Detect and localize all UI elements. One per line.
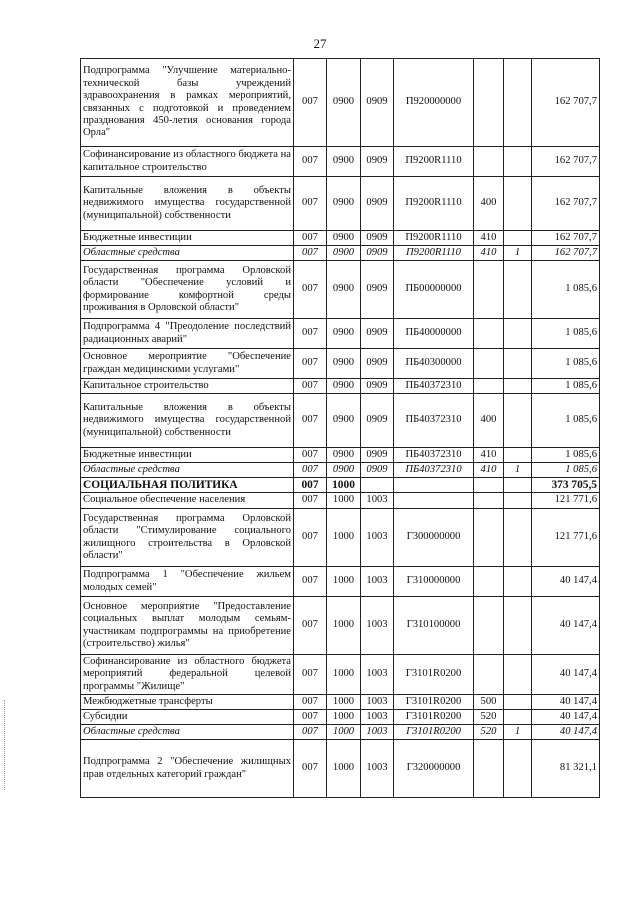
row-subsection-code: 1003 bbox=[361, 493, 394, 509]
row-target-article: Г3101R0200 bbox=[394, 655, 474, 695]
row-expense-type bbox=[474, 509, 504, 567]
row-section-code: 1000 bbox=[327, 509, 361, 567]
row-ministry-code: 007 bbox=[294, 509, 327, 567]
row-name: Капитальные вложения в объекты недвижимого имущества государственной (муниципальной) собственности bbox=[81, 177, 294, 231]
row-subsection-code: 0909 bbox=[361, 246, 394, 261]
row-ministry-code: 007 bbox=[294, 177, 327, 231]
row-expense-type bbox=[474, 261, 504, 319]
row-ministry-code: 007 bbox=[294, 463, 327, 478]
row-amount: 162 707,7 bbox=[532, 177, 600, 231]
row-section-code: 1000 bbox=[327, 567, 361, 597]
table-row bbox=[81, 695, 600, 710]
row-target-article: ПБ40372310 bbox=[394, 394, 474, 448]
row-expense-type: 500 bbox=[474, 695, 504, 710]
row-funding-source bbox=[504, 379, 532, 394]
row-section-code: 0900 bbox=[327, 394, 361, 448]
scan-edge-mark bbox=[4, 700, 7, 790]
row-ministry-code: 007 bbox=[294, 597, 327, 655]
row-name: Государственная программа Орловской области "Обеспечение условий и формирование комфортной среды проживания в Орловской области" bbox=[81, 261, 294, 319]
row-subsection-code: 0909 bbox=[361, 147, 394, 177]
row-name: Субсидии bbox=[81, 710, 294, 725]
row-section-code: 1000 bbox=[327, 725, 361, 740]
table-row bbox=[81, 261, 600, 319]
row-name: Софинансирование из областного бюджета мероприятий федеральной целевой программы "Жилище" bbox=[81, 655, 294, 695]
row-subsection-code: 0909 bbox=[361, 177, 394, 231]
row-target-article bbox=[394, 478, 474, 493]
row-subsection-code: 1003 bbox=[361, 567, 394, 597]
row-amount: 162 707,7 bbox=[532, 231, 600, 246]
row-section-code: 0900 bbox=[327, 319, 361, 349]
row-section-code: 1000 bbox=[327, 655, 361, 695]
row-ministry-code: 007 bbox=[294, 379, 327, 394]
table-row bbox=[81, 493, 600, 509]
row-amount: 1 085,6 bbox=[532, 261, 600, 319]
row-subsection-code: 0909 bbox=[361, 59, 394, 147]
row-subsection-code: 0909 bbox=[361, 261, 394, 319]
row-expense-type bbox=[474, 655, 504, 695]
row-target-article: П9200R1110 bbox=[394, 246, 474, 261]
table-row bbox=[81, 463, 600, 478]
row-section-code: 0900 bbox=[327, 231, 361, 246]
row-name: Областные средства bbox=[81, 246, 294, 261]
row-funding-source bbox=[504, 493, 532, 509]
table-row bbox=[81, 725, 600, 740]
row-subsection-code: 0909 bbox=[361, 379, 394, 394]
row-subsection-code: 0909 bbox=[361, 349, 394, 379]
row-funding-source bbox=[504, 261, 532, 319]
row-section-code: 0900 bbox=[327, 147, 361, 177]
row-section-code: 1000 bbox=[327, 478, 361, 493]
row-target-article: Г320000000 bbox=[394, 740, 474, 798]
table-row bbox=[81, 710, 600, 725]
row-ministry-code: 007 bbox=[294, 725, 327, 740]
row-ministry-code: 007 bbox=[294, 246, 327, 261]
row-name: Подпрограмма 1 "Обеспечение жильем молодых семей" bbox=[81, 567, 294, 597]
row-name: Государственная программа Орловской области "Стимулирование социального жилищного строительства в Орловской области" bbox=[81, 509, 294, 567]
row-target-article: ПБ00000000 bbox=[394, 261, 474, 319]
row-expense-type bbox=[474, 349, 504, 379]
row-target-article: Г3101R0200 bbox=[394, 695, 474, 710]
table-row bbox=[81, 597, 600, 655]
row-target-article: ПБ40372310 bbox=[394, 379, 474, 394]
row-funding-source bbox=[504, 695, 532, 710]
row-target-article: Г310100000 bbox=[394, 597, 474, 655]
row-expense-type bbox=[474, 59, 504, 147]
row-target-article: Г300000000 bbox=[394, 509, 474, 567]
table-row bbox=[81, 655, 600, 695]
row-target-article: Г310000000 bbox=[394, 567, 474, 597]
row-funding-source bbox=[504, 509, 532, 567]
row-target-article: Г3101R0200 bbox=[394, 710, 474, 725]
row-amount: 121 771,6 bbox=[532, 509, 600, 567]
row-name: Межбюджетные трансферты bbox=[81, 695, 294, 710]
row-target-article: П920000000 bbox=[394, 59, 474, 147]
row-funding-source bbox=[504, 655, 532, 695]
row-expense-type bbox=[474, 740, 504, 798]
row-amount: 1 085,6 bbox=[532, 319, 600, 349]
row-section-code: 0900 bbox=[327, 379, 361, 394]
row-ministry-code: 007 bbox=[294, 147, 327, 177]
row-name: Социальное обеспечение населения bbox=[81, 493, 294, 509]
row-ministry-code: 007 bbox=[294, 349, 327, 379]
row-amount: 1 085,6 bbox=[532, 394, 600, 448]
row-subsection-code: 0909 bbox=[361, 448, 394, 463]
row-section-code: 1000 bbox=[327, 493, 361, 509]
row-funding-source bbox=[504, 349, 532, 379]
row-ministry-code: 007 bbox=[294, 319, 327, 349]
row-expense-type: 410 bbox=[474, 246, 504, 261]
row-target-article: ПБ40372310 bbox=[394, 463, 474, 478]
row-ministry-code: 007 bbox=[294, 655, 327, 695]
row-subsection-code: 1003 bbox=[361, 597, 394, 655]
row-expense-type bbox=[474, 319, 504, 349]
table-row bbox=[81, 231, 600, 246]
row-expense-type: 400 bbox=[474, 177, 504, 231]
row-funding-source bbox=[504, 177, 532, 231]
row-target-article bbox=[394, 493, 474, 509]
row-name: Бюджетные инвестиции bbox=[81, 448, 294, 463]
row-expense-type bbox=[474, 597, 504, 655]
row-ministry-code: 007 bbox=[294, 695, 327, 710]
row-amount: 1 085,6 bbox=[532, 349, 600, 379]
table-row bbox=[81, 740, 600, 798]
row-name: Подпрограмма 4 "Преодоление последствий радиационных аварий" bbox=[81, 319, 294, 349]
row-subsection-code: 0909 bbox=[361, 231, 394, 246]
row-funding-source bbox=[504, 597, 532, 655]
row-funding-source bbox=[504, 231, 532, 246]
row-funding-source: 1 bbox=[504, 725, 532, 740]
row-subsection-code: 1003 bbox=[361, 725, 394, 740]
row-name: Областные средства bbox=[81, 725, 294, 740]
row-expense-type bbox=[474, 493, 504, 509]
row-target-article: П9200R1110 bbox=[394, 147, 474, 177]
row-subsection-code bbox=[361, 478, 394, 493]
row-name: Подпрограмма 2 "Обеспечение жилищных прав отдельных категорий граждан" bbox=[81, 740, 294, 798]
row-amount: 40 147,4 bbox=[532, 567, 600, 597]
row-ministry-code: 007 bbox=[294, 231, 327, 246]
row-name: Капитальное строительство bbox=[81, 379, 294, 394]
row-target-article: ПБ40372310 bbox=[394, 448, 474, 463]
row-name: Областные средства bbox=[81, 463, 294, 478]
row-amount: 40 147,4 bbox=[532, 710, 600, 725]
row-amount: 162 707,7 bbox=[532, 147, 600, 177]
row-ministry-code: 007 bbox=[294, 261, 327, 319]
row-ministry-code: 007 bbox=[294, 478, 327, 493]
row-target-article: Г3101R0200 bbox=[394, 725, 474, 740]
row-section-code: 0900 bbox=[327, 349, 361, 379]
row-ministry-code: 007 bbox=[294, 448, 327, 463]
table-row bbox=[81, 319, 600, 349]
row-subsection-code: 0909 bbox=[361, 319, 394, 349]
row-funding-source bbox=[504, 478, 532, 493]
table-row bbox=[81, 478, 600, 493]
row-funding-source bbox=[504, 567, 532, 597]
row-funding-source bbox=[504, 319, 532, 349]
row-target-article: ПБ40000000 bbox=[394, 319, 474, 349]
row-subsection-code: 1003 bbox=[361, 740, 394, 798]
table-row bbox=[81, 59, 600, 147]
table-row bbox=[81, 448, 600, 463]
row-name: Софинансирование из областного бюджета на капитальное строительство bbox=[81, 147, 294, 177]
row-ministry-code: 007 bbox=[294, 59, 327, 147]
row-name: СОЦИАЛЬНАЯ ПОЛИТИКА bbox=[81, 478, 294, 493]
row-amount: 1 085,6 bbox=[532, 463, 600, 478]
row-amount: 40 147,4 bbox=[532, 655, 600, 695]
row-section-code: 1000 bbox=[327, 740, 361, 798]
row-name: Основное мероприятие "Обеспечение граждан медицинскими услугами" bbox=[81, 349, 294, 379]
table-row bbox=[81, 509, 600, 567]
row-name: Капитальные вложения в объекты недвижимого имущества государственной (муниципальной) собственности bbox=[81, 394, 294, 448]
row-funding-source bbox=[504, 448, 532, 463]
row-name: Бюджетные инвестиции bbox=[81, 231, 294, 246]
row-amount: 162 707,7 bbox=[532, 246, 600, 261]
row-section-code: 0900 bbox=[327, 448, 361, 463]
row-section-code: 0900 bbox=[327, 59, 361, 147]
row-funding-source: 1 bbox=[504, 246, 532, 261]
row-subsection-code: 1003 bbox=[361, 509, 394, 567]
budget-table bbox=[80, 58, 600, 798]
row-funding-source bbox=[504, 394, 532, 448]
table-row bbox=[81, 394, 600, 448]
row-funding-source bbox=[504, 147, 532, 177]
row-section-code: 0900 bbox=[327, 261, 361, 319]
row-subsection-code: 0909 bbox=[361, 463, 394, 478]
row-amount: 40 147,4 bbox=[532, 695, 600, 710]
row-funding-source bbox=[504, 740, 532, 798]
row-expense-type bbox=[474, 567, 504, 597]
row-amount: 373 705,5 bbox=[532, 478, 600, 493]
row-target-article: П9200R1110 bbox=[394, 231, 474, 246]
row-target-article: П9200R1110 bbox=[394, 177, 474, 231]
row-ministry-code: 007 bbox=[294, 394, 327, 448]
table-row bbox=[81, 567, 600, 597]
row-expense-type bbox=[474, 147, 504, 177]
row-section-code: 0900 bbox=[327, 246, 361, 261]
row-expense-type: 410 bbox=[474, 448, 504, 463]
row-ministry-code: 007 bbox=[294, 740, 327, 798]
row-ministry-code: 007 bbox=[294, 710, 327, 725]
row-funding-source: 1 bbox=[504, 463, 532, 478]
row-section-code: 0900 bbox=[327, 177, 361, 231]
row-name: Подпрограмма "Улучшение материально-технической базы учреждений здравоохранения в рамках мероприятий, связанных с подготовкой и проведением празднования 450-летия основания города Орла" bbox=[81, 59, 294, 147]
row-amount: 40 147,4 bbox=[532, 725, 600, 740]
row-expense-type: 520 bbox=[474, 710, 504, 725]
row-target-article: ПБ40300000 bbox=[394, 349, 474, 379]
row-expense-type: 520 bbox=[474, 725, 504, 740]
row-amount: 162 707,7 bbox=[532, 59, 600, 147]
table-row bbox=[81, 379, 600, 394]
budget-table-body bbox=[81, 59, 600, 798]
row-subsection-code: 1003 bbox=[361, 655, 394, 695]
row-subsection-code: 0909 bbox=[361, 394, 394, 448]
row-ministry-code: 007 bbox=[294, 567, 327, 597]
row-expense-type: 410 bbox=[474, 231, 504, 246]
row-section-code: 1000 bbox=[327, 597, 361, 655]
table-row bbox=[81, 246, 600, 261]
row-expense-type: 400 bbox=[474, 394, 504, 448]
row-amount: 1 085,6 bbox=[532, 448, 600, 463]
row-amount: 40 147,4 bbox=[532, 597, 600, 655]
row-funding-source bbox=[504, 710, 532, 725]
row-name: Основное мероприятие "Предоставление социальных выплат молодым семьям-участникам подпрограммы на приобретение (строительство) жилья" bbox=[81, 597, 294, 655]
row-amount: 1 085,6 bbox=[532, 379, 600, 394]
table-row bbox=[81, 349, 600, 379]
row-subsection-code: 1003 bbox=[361, 710, 394, 725]
row-section-code: 1000 bbox=[327, 695, 361, 710]
row-amount: 81 321,1 bbox=[532, 740, 600, 798]
row-subsection-code: 1003 bbox=[361, 695, 394, 710]
row-ministry-code: 007 bbox=[294, 493, 327, 509]
table-row bbox=[81, 147, 600, 177]
row-funding-source bbox=[504, 59, 532, 147]
row-expense-type bbox=[474, 379, 504, 394]
row-expense-type bbox=[474, 478, 504, 493]
row-amount: 121 771,6 bbox=[532, 493, 600, 509]
page-number: 27 bbox=[313, 36, 327, 51]
row-section-code: 1000 bbox=[327, 710, 361, 725]
row-section-code: 0900 bbox=[327, 463, 361, 478]
table-row bbox=[81, 177, 600, 231]
row-expense-type: 410 bbox=[474, 463, 504, 478]
